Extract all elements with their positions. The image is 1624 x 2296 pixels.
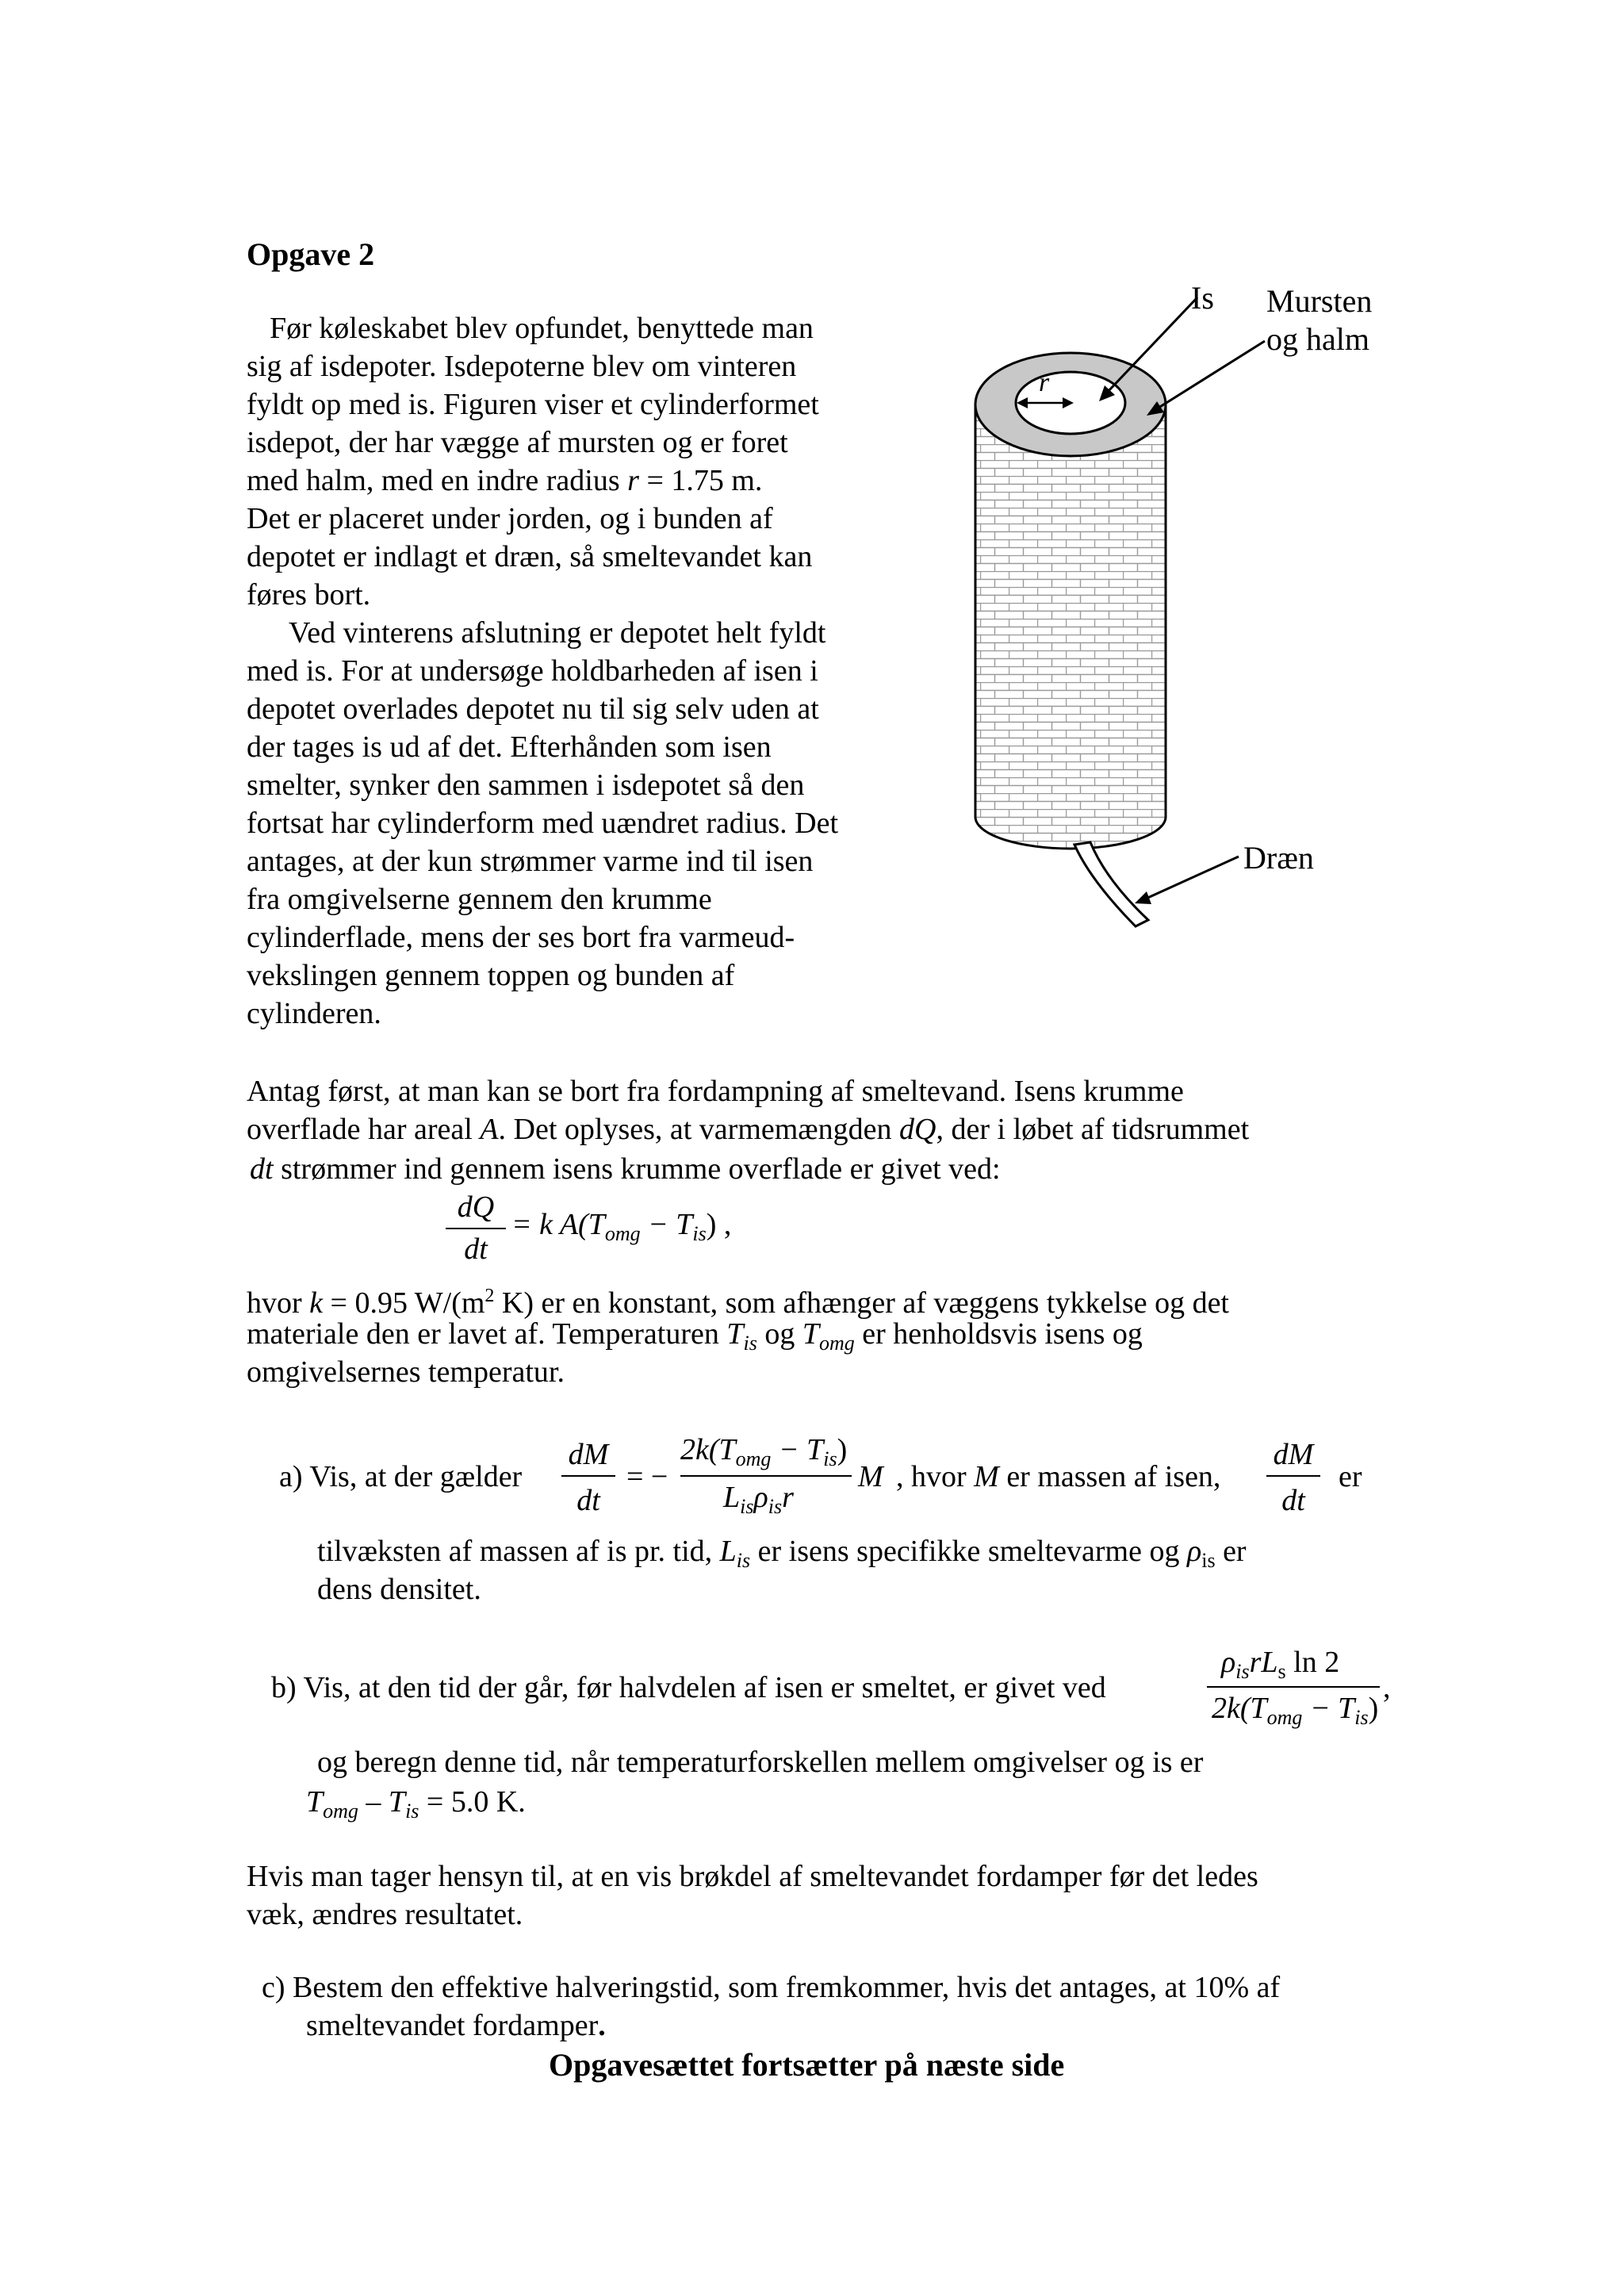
label-is: Is: [1191, 280, 1214, 316]
text-line: overflade har areal A. Det oplyses, at varmemængden dQ, der i løbet af tidsrummet: [247, 1113, 1250, 1146]
text-line: tilvæksten af massen af is pr. tid, $L_{is}$ er isens specifikke smeltevarme og $\rho_{is}$ er: [317, 1535, 1247, 1572]
text-line: væk, ændres resultatet.: [247, 1898, 523, 1931]
text-line: smeltevandet fordamper.: [306, 2009, 606, 2042]
qb-lead: b) Vis, at den tid der går, før halvdelen af isen er smeltet, er givet ved: [271, 1671, 1106, 1704]
text-line: vekslingen gennem toppen og bunden af: [247, 959, 735, 992]
text-line: fra omgivelserne gennem den krumme: [247, 883, 712, 916]
text-line: fyldt op med is. Figuren viser et cylinderformet: [247, 388, 819, 421]
eq1-rhs: = k $A(T_{omg} - T_{is})$ ,: [511, 1208, 732, 1245]
text-line: med is. For at undersøge holdbarheden af isen i: [247, 654, 818, 688]
ice-depot-diagram: [952, 270, 1427, 968]
text-line: $T_{omg} - T_{is} = 5.0$ K.: [306, 1785, 526, 1823]
drain-pipe: [1074, 842, 1148, 926]
text-line: Hvis man tager hensyn til, at en vis brøkdel af smeltevandet fordamper før det ledes: [247, 1860, 1258, 1893]
qa-mid: , hvor M er massen af isen,: [896, 1460, 1221, 1493]
text-line: c) Bestem den effektive halveringstid, som fremkommer, hvis det antages, at 10% af: [262, 1971, 1281, 2004]
text-line: sig af isdepoter. Isdepoterne blev om vinteren: [247, 350, 797, 383]
qa-frac3-num: dM: [1273, 1438, 1314, 1471]
text-line: Før køleskabet blev opfundet, benyttede man: [270, 312, 814, 345]
page-title: Opgave 2: [247, 236, 375, 272]
text-line: dt strømmer ind gennem isens krumme overflade er givet ved:: [250, 1152, 1001, 1186]
text-line: isdepot, der har vægge af mursten og er foret: [247, 426, 788, 459]
qb-frac-den: $2k(T_{omg} - T_{is})$: [1212, 1692, 1379, 1729]
text-line: føres bort.: [247, 578, 371, 611]
label-mursten: Mursten: [1266, 283, 1373, 319]
qa-er: er: [1339, 1460, 1362, 1493]
qa-frac2-num: $2k(T_{omg} - T_{is})$: [680, 1433, 848, 1470]
eq1-denominator: dt: [464, 1232, 488, 1266]
continue-notice: Opgavesættet fortsætter på næste side: [549, 2047, 1065, 2083]
text-line: cylinderen.: [247, 997, 381, 1030]
qb-comma: ,: [1383, 1671, 1391, 1704]
text-line: fortsat har cylinderform med uændret radius. Det: [247, 807, 839, 840]
qa-lead: a) Vis, at der gælder: [279, 1460, 523, 1493]
label-halm: og halm: [1266, 321, 1369, 357]
qa-frac1-num: dM: [568, 1438, 609, 1471]
text-line: depotet overlades depotet nu til sig selv uden at: [247, 692, 819, 726]
text-line: smelter, synker den sammen i isdepotet så den: [247, 769, 805, 802]
text-line: og beregn denne tid, når temperaturforskellen mellem omgivelser og is er: [317, 1746, 1204, 1779]
text-line: antages, at der kun strømmer varme ind til isen: [247, 845, 814, 878]
label-radius: r: [1039, 368, 1050, 397]
qa-frac1-den: dt: [576, 1484, 600, 1517]
text-line: der tages is ud af det. Efterhånden som isen: [247, 730, 772, 764]
text-line: cylinderflade, mens der ses bort fra varmeud-: [247, 921, 795, 954]
text-line: Det er placeret under jorden, og i bunden af: [247, 502, 773, 535]
eq1-numerator: dQ: [457, 1190, 495, 1224]
qa-frac2-den: $L_{is}\rho_{is}r$: [723, 1481, 794, 1518]
text-line: med halm, med en indre radius r = 1.75 m.: [247, 464, 763, 497]
qb-frac-num: $\rho_{is}rL_s$ ln 2: [1221, 1646, 1340, 1683]
text-line: hvor k = 0.95 $W/(m^2$ K) er en konstant, som afhænger af væggens tykkelse og det: [247, 1286, 1229, 1320]
label-draen: Dræn: [1243, 840, 1314, 876]
ice-depot-figure: [952, 270, 1427, 968]
text-line: dens densitet.: [317, 1573, 481, 1606]
cylinder-wall: [975, 404, 1166, 849]
qa-frac3-den: dt: [1281, 1484, 1305, 1517]
text-line: Ved vinterens afslutning er depotet helt fyldt: [289, 616, 826, 650]
text-line: materiale den er lavet af. Temperaturen $T_{is}$ og $T_{omg}$ er henholdsvis isens og: [247, 1317, 1143, 1355]
text-line: Antag først, at man kan se bort fra fordampning af smeltevand. Isens krumme: [247, 1075, 1184, 1108]
text-line: omgivelsernes temperatur.: [247, 1355, 565, 1389]
qa-mass: M: [858, 1460, 883, 1493]
text-line: depotet er indlagt et dræn, så smeltevandet kan: [247, 540, 813, 573]
qa-equals: = −: [626, 1460, 668, 1493]
